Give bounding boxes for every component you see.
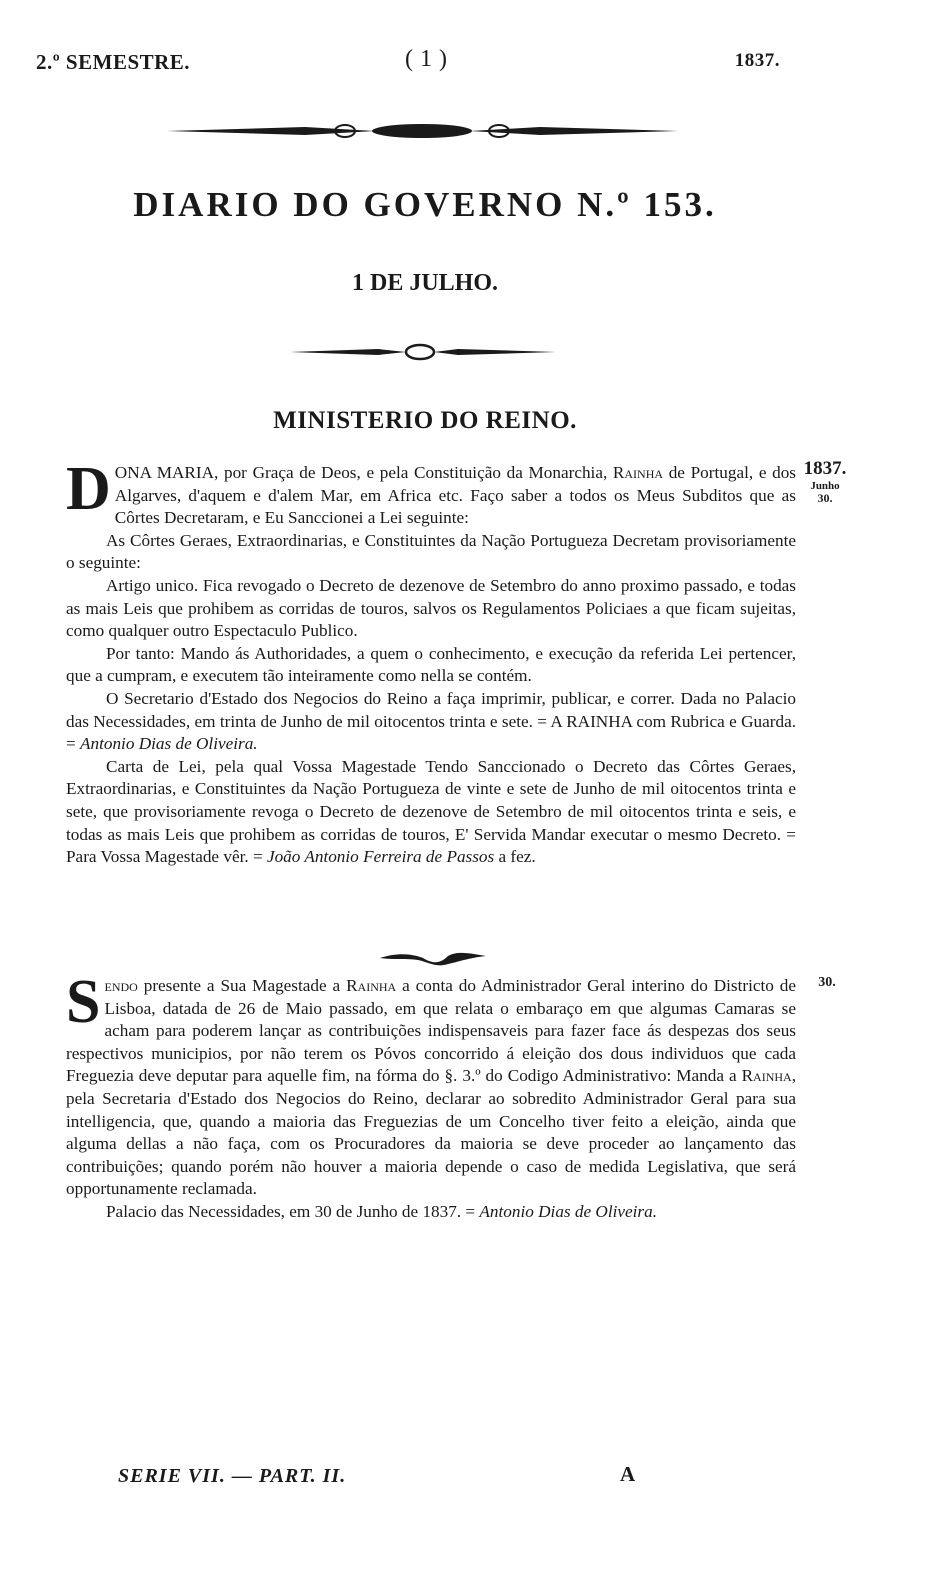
masthead-title: DIARIO DO GOVERNO N.º 153. — [133, 185, 717, 224]
decree-article: Artigo unico. Fica revogado o Decreto de dezenove de Setembro do anno proximo passado, e todas as mais Leis que prohibem as corridas de touros, salvos os Regulamentos Policiaes a que ficam sujeitas, como qualquer outro Espectaculo Publico. — [66, 575, 796, 641]
decree-paragraph: Por tanto: Mando ás Authoridades, a quem o conhecimento, e execução da referida Lei pertencer, que a cumpram, e executem tão inteiramente como nella se contém. — [66, 643, 796, 686]
decree-section — [66, 455, 796, 869]
issue-date: 1 DE JULHO. — [351, 270, 498, 296]
decree-intro-text: ONA MARIA, por Graça de Deos, e pela Constituição da Monarchia, — [114, 463, 613, 482]
rainha-smallcaps: Rainha — [612, 463, 664, 482]
intro-smallcaps: endo — [104, 976, 138, 995]
decree-intro-text-cont: de Portugal, e dos Algarves, d'aquem e d'alem Mar, em Africa etc. Faço saber a todos os Meus Subditos que as Côrtes Decretaram, e Eu Sanccionei a Lei seguinte: — [114, 463, 796, 528]
decree-paragraph — [66, 688, 796, 756]
margin-day-note: 30. — [818, 975, 836, 990]
decree-text: a fez. — [494, 847, 536, 867]
header-year: 1837. — [734, 50, 780, 71]
portaria-text: , pela Secretaria d'Estado dos Negocios do Reino, declarar ao sobredito Administrador Geral para sua intelligencia, que, quando a maioria das Freguezias de um Concelho tiver feito a eleição, ainda que alguma dellas a não faça, com os Procuradores da maioria se deve proceder ao lançamento das contribuições; quando porém não houver a maioria depende o caso de medida Legislativa, que será opportunamente reclamada. — [66, 1066, 796, 1199]
page-number: ( 1 ) — [405, 46, 448, 72]
margin-month: Junho — [810, 479, 840, 492]
portaria-closing — [66, 1201, 796, 1224]
top-ornament-rule — [165, 120, 680, 142]
semester-label: 2.º SEMESTRE. — [36, 50, 191, 74]
portaria-body — [66, 968, 796, 1201]
decree-text: O Secretario d'Estado dos Negocios do Reino a faça imprimir, publicar, e correr. Dada no Palacio das Necessidades, em trinta de Junho de mil oitocentos trinta e sete. = A RAINHA com Rubrica e Guarda. = — [66, 688, 796, 754]
signature-name: João Antonio Ferreira de Passos — [266, 847, 495, 867]
decree-paragraph — [66, 756, 796, 869]
drop-cap: D — [66, 455, 111, 523]
margin-day: 30. — [817, 491, 833, 506]
section-separator-ornament — [378, 946, 488, 968]
footer-series: SERIE VII. — PART. II. — [118, 1465, 347, 1487]
margin-year: 1837. — [803, 458, 847, 479]
ministry-heading: MINISTERIO DO REINO. — [273, 407, 577, 434]
signature-name: Antonio Dias de Oliveira. — [80, 734, 258, 754]
rainha-smallcaps: Rainha — [741, 1066, 792, 1086]
closing-text: Palacio das Necessidades, em 30 de Junho de 1837. = — [106, 1201, 480, 1221]
signature-name: Antonio Dias de Oliveira. — [479, 1201, 658, 1221]
portaria-section — [66, 968, 796, 1224]
middle-ornament-rule — [288, 343, 558, 361]
decree-text: Carta de Lei, pela qual Vossa Magestade Tendo Sanccionado o Decreto das Côrtes Geraes, Extraordinarias, e Constituintes da Nação Portugueza de vinte e sete de Junho de mil oitocentos trinta e sete, que provisoriamente revoga o Decreto de dezenove de Setembro de mil oitocentos trinta e seis, e todas as mais Leis que prohibem as corridas de touros, E' Servida Mandar executar o mesmo Decreto. = Para Vossa Magestade vêr. = — [66, 756, 796, 867]
portaria-text: presente a Sua Magestade a — [137, 976, 347, 995]
footer-signature-mark: A — [620, 1462, 636, 1486]
decree-paragraph: As Côrtes Geraes, Extraordinarias, e Constituintes da Nação Portugueza Decretam provisoriamente o seguinte: — [66, 530, 796, 573]
margin-date-note — [800, 458, 850, 506]
drop-cap: S — [66, 968, 101, 1036]
portaria-text: a conta do Administrador Geral interino do Districto de Lisboa, datada de 26 de Maio passado, em que relata o embaraço em que algumas Camaras se acham para poderem lançar as contribuições indispensaveis para fazer face ás despezas dos seus respectivos municipios, por não terem os Póvos concorrido á eleição dos dous individuos que cada Freguezia deve deputar para aquelle fim, na fórma do §. 3.º do Codigo Administrativo: Manda a — [66, 976, 796, 1086]
rainha-smallcaps: Rainha — [346, 976, 397, 995]
decree-intro — [66, 455, 796, 530]
